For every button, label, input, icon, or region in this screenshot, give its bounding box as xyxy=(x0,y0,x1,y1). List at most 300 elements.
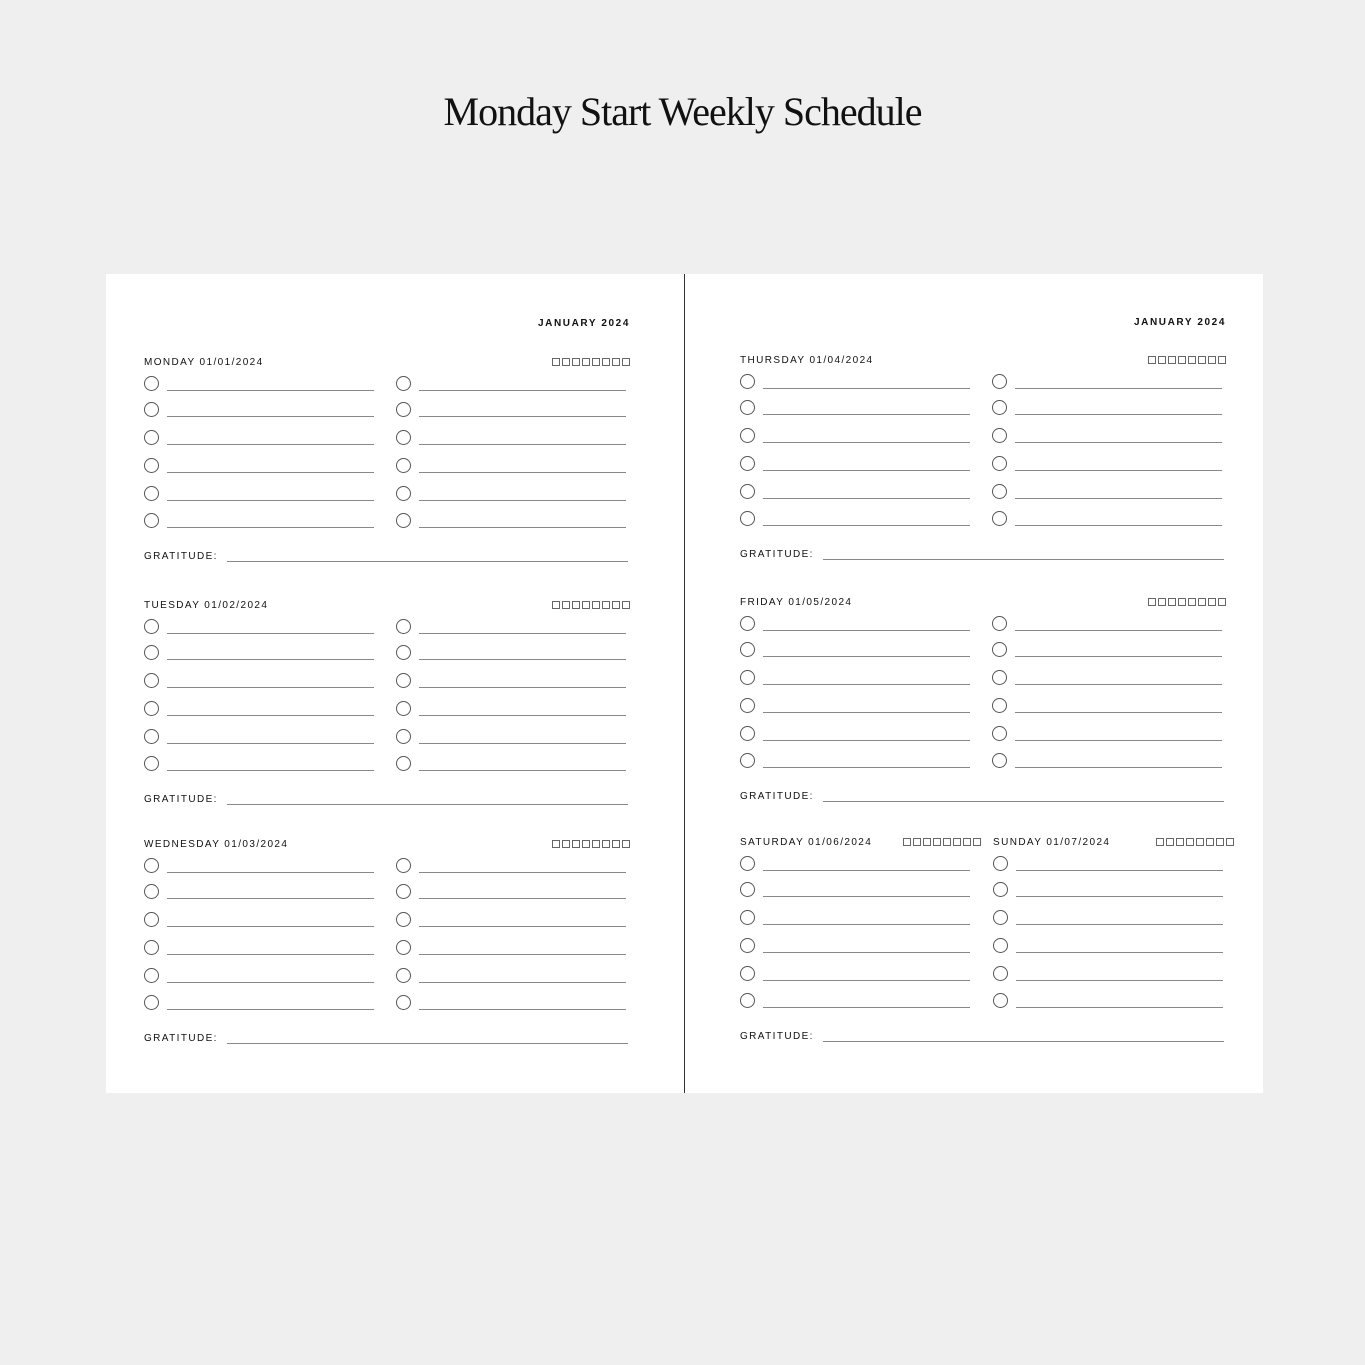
task-checkbox[interactable] xyxy=(144,701,159,716)
task-line[interactable] xyxy=(167,687,374,688)
task-checkbox[interactable] xyxy=(144,458,159,473)
task-checkbox[interactable] xyxy=(144,673,159,688)
tracker-checkbox[interactable] xyxy=(1216,838,1224,846)
day-title: SATURDAY 01/06/2024 xyxy=(740,837,873,848)
task-line[interactable] xyxy=(1015,442,1222,443)
task-line[interactable] xyxy=(1015,630,1222,631)
task-item xyxy=(396,376,628,394)
tracker-checkbox[interactable] xyxy=(1148,356,1156,364)
tracker-checkbox[interactable] xyxy=(592,840,600,848)
tracker-checkbox[interactable] xyxy=(552,601,560,609)
habit-tracker xyxy=(552,601,630,609)
day-title: FRIDAY 01/05/2024 xyxy=(740,597,853,608)
tracker-checkbox[interactable] xyxy=(1226,838,1234,846)
gratitude-row xyxy=(144,1033,630,1047)
task-checkbox[interactable] xyxy=(993,910,1008,925)
task-item xyxy=(144,912,376,930)
tracker-checkbox[interactable] xyxy=(602,840,610,848)
tracker-checkbox[interactable] xyxy=(1188,356,1196,364)
tracker-checkbox[interactable] xyxy=(582,601,590,609)
task-checkbox[interactable] xyxy=(144,513,159,528)
task-item xyxy=(144,858,376,876)
task-item xyxy=(144,756,376,774)
task-item xyxy=(396,458,628,476)
task-item xyxy=(396,858,628,876)
task-line[interactable] xyxy=(167,527,374,528)
task-checkbox[interactable] xyxy=(396,995,411,1010)
task-item xyxy=(396,912,628,930)
gratitude-label: GRATITUDE: xyxy=(740,1031,814,1042)
task-line[interactable] xyxy=(167,444,374,445)
task-checkbox[interactable] xyxy=(993,882,1008,897)
task-checkbox[interactable] xyxy=(992,753,1007,768)
task-item xyxy=(144,995,376,1013)
task-line[interactable] xyxy=(419,390,626,391)
task-line[interactable] xyxy=(1016,952,1223,953)
tracker-checkbox[interactable] xyxy=(1206,838,1214,846)
task-line[interactable] xyxy=(1016,980,1223,981)
task-line[interactable] xyxy=(1015,740,1222,741)
task-item xyxy=(992,456,1224,474)
task-item xyxy=(144,940,376,958)
tracker-checkbox[interactable] xyxy=(562,840,570,848)
tracker-checkbox[interactable] xyxy=(1166,838,1174,846)
task-checkbox[interactable] xyxy=(396,729,411,744)
task-line[interactable] xyxy=(419,472,626,473)
gratitude-row xyxy=(740,791,1226,805)
task-checkbox[interactable] xyxy=(144,858,159,873)
task-checkbox[interactable] xyxy=(740,400,755,415)
tracker-checkbox[interactable] xyxy=(963,838,971,846)
task-checkbox[interactable] xyxy=(396,619,411,634)
tracker-checkbox[interactable] xyxy=(1198,598,1206,606)
right-page xyxy=(740,274,1226,1093)
tracker-checkbox[interactable] xyxy=(572,840,580,848)
tracker-checkbox[interactable] xyxy=(1208,356,1216,364)
task-item xyxy=(992,484,1224,502)
task-item xyxy=(144,458,376,476)
tracker-checkbox[interactable] xyxy=(612,358,620,366)
gratitude-line[interactable] xyxy=(823,1041,1224,1042)
tracker-checkbox[interactable] xyxy=(1198,356,1206,364)
task-item xyxy=(740,616,972,634)
tracker-checkbox[interactable] xyxy=(622,358,630,366)
tracker-checkbox[interactable] xyxy=(622,601,630,609)
task-line[interactable] xyxy=(419,872,626,873)
task-item xyxy=(144,486,376,504)
task-line[interactable] xyxy=(763,525,970,526)
task-item xyxy=(396,995,628,1013)
task-line[interactable] xyxy=(763,712,970,713)
task-line[interactable] xyxy=(763,414,970,415)
tracker-checkbox[interactable] xyxy=(1176,838,1184,846)
task-line[interactable] xyxy=(419,1009,626,1010)
task-checkbox[interactable] xyxy=(144,729,159,744)
gratitude-row xyxy=(144,551,630,565)
task-checkbox[interactable] xyxy=(992,642,1007,657)
task-checkbox[interactable] xyxy=(396,376,411,391)
task-checkbox[interactable] xyxy=(992,374,1007,389)
task-checkbox[interactable] xyxy=(740,374,755,389)
task-item xyxy=(396,645,628,663)
task-line[interactable] xyxy=(167,954,374,955)
tracker-checkbox[interactable] xyxy=(1218,598,1226,606)
task-checkbox[interactable] xyxy=(396,486,411,501)
task-checkbox[interactable] xyxy=(144,645,159,660)
task-checkbox[interactable] xyxy=(144,402,159,417)
task-item xyxy=(144,645,376,663)
task-checkbox[interactable] xyxy=(396,458,411,473)
task-checkbox[interactable] xyxy=(740,910,755,925)
task-item xyxy=(993,993,1225,1011)
task-item xyxy=(144,402,376,420)
task-checkbox[interactable] xyxy=(993,856,1008,871)
task-item xyxy=(396,940,628,958)
task-line[interactable] xyxy=(419,954,626,955)
tracker-checkbox[interactable] xyxy=(552,840,560,848)
task-item xyxy=(992,511,1224,529)
task-checkbox[interactable] xyxy=(740,753,755,768)
tracker-checkbox[interactable] xyxy=(592,601,600,609)
task-checkbox[interactable] xyxy=(993,938,1008,953)
task-line[interactable] xyxy=(167,500,374,501)
left-page xyxy=(144,274,630,1093)
task-checkbox[interactable] xyxy=(396,968,411,983)
task-item xyxy=(992,753,1224,771)
task-line[interactable] xyxy=(1015,767,1222,768)
task-checkbox[interactable] xyxy=(740,616,755,631)
tracker-checkbox[interactable] xyxy=(923,838,931,846)
task-line[interactable] xyxy=(1016,896,1223,897)
gratitude-line[interactable] xyxy=(823,559,1224,560)
tracker-checkbox[interactable] xyxy=(1208,598,1216,606)
tracker-checkbox[interactable] xyxy=(1218,356,1226,364)
task-checkbox[interactable] xyxy=(740,726,755,741)
task-checkbox[interactable] xyxy=(144,995,159,1010)
task-item xyxy=(740,938,972,956)
day-title: MONDAY 01/01/2024 xyxy=(144,357,264,368)
task-checkbox[interactable] xyxy=(992,698,1007,713)
task-checkbox[interactable] xyxy=(740,642,755,657)
task-line[interactable] xyxy=(1015,470,1222,471)
day-title: THURSDAY 01/04/2024 xyxy=(740,355,874,366)
task-item xyxy=(144,673,376,691)
task-item xyxy=(396,402,628,420)
task-checkbox[interactable] xyxy=(740,428,755,443)
day-title: WEDNESDAY 01/03/2024 xyxy=(144,839,289,850)
task-checkbox[interactable] xyxy=(740,938,755,953)
task-line[interactable] xyxy=(763,1007,970,1008)
tracker-checkbox[interactable] xyxy=(1156,838,1164,846)
task-item xyxy=(396,756,628,774)
task-checkbox[interactable] xyxy=(992,670,1007,685)
gratitude-label: GRATITUDE: xyxy=(740,791,814,802)
task-item xyxy=(740,966,972,984)
task-line[interactable] xyxy=(419,687,626,688)
task-line[interactable] xyxy=(763,952,970,953)
task-line[interactable] xyxy=(1016,1007,1223,1008)
task-item xyxy=(740,882,972,900)
habit-tracker xyxy=(552,358,630,366)
task-line[interactable] xyxy=(763,656,970,657)
task-checkbox[interactable] xyxy=(740,966,755,981)
task-item xyxy=(396,486,628,504)
task-checkbox[interactable] xyxy=(992,428,1007,443)
task-checkbox[interactable] xyxy=(144,912,159,927)
tracker-checkbox[interactable] xyxy=(612,840,620,848)
task-item xyxy=(992,374,1224,392)
planner-spread xyxy=(106,274,1263,1093)
task-checkbox[interactable] xyxy=(992,400,1007,415)
task-item xyxy=(992,428,1224,446)
task-item xyxy=(740,670,972,688)
task-checkbox[interactable] xyxy=(740,484,755,499)
task-checkbox[interactable] xyxy=(992,726,1007,741)
tracker-checkbox[interactable] xyxy=(602,358,610,366)
task-line[interactable] xyxy=(763,630,970,631)
task-checkbox[interactable] xyxy=(740,882,755,897)
task-line[interactable] xyxy=(167,1009,374,1010)
task-line[interactable] xyxy=(763,980,970,981)
task-checkbox[interactable] xyxy=(740,670,755,685)
task-item xyxy=(993,966,1225,984)
task-line[interactable] xyxy=(1016,924,1223,925)
task-checkbox[interactable] xyxy=(396,884,411,899)
task-item xyxy=(396,619,628,637)
gratitude-label: GRATITUDE: xyxy=(144,794,218,805)
task-checkbox[interactable] xyxy=(740,698,755,713)
task-item xyxy=(740,910,972,928)
task-checkbox[interactable] xyxy=(144,486,159,501)
tracker-checkbox[interactable] xyxy=(933,838,941,846)
tracker-checkbox[interactable] xyxy=(582,840,590,848)
tracker-checkbox[interactable] xyxy=(562,358,570,366)
day-title: TUESDAY 01/02/2024 xyxy=(144,600,269,611)
task-checkbox[interactable] xyxy=(144,940,159,955)
task-line[interactable] xyxy=(167,416,374,417)
task-item xyxy=(396,430,628,448)
task-item xyxy=(144,884,376,902)
task-line[interactable] xyxy=(419,770,626,771)
tracker-checkbox[interactable] xyxy=(953,838,961,846)
tracker-checkbox[interactable] xyxy=(1168,598,1176,606)
task-line[interactable] xyxy=(167,659,374,660)
gratitude-row xyxy=(144,794,630,808)
tracker-checkbox[interactable] xyxy=(592,358,600,366)
task-line[interactable] xyxy=(763,870,970,871)
task-line[interactable] xyxy=(167,926,374,927)
task-checkbox[interactable] xyxy=(144,968,159,983)
task-checkbox[interactable] xyxy=(144,756,159,771)
task-line[interactable] xyxy=(1016,870,1223,871)
habit-tracker xyxy=(1148,356,1226,364)
habit-tracker xyxy=(903,838,981,846)
task-line[interactable] xyxy=(167,872,374,873)
tracker-checkbox[interactable] xyxy=(913,838,921,846)
task-line[interactable] xyxy=(763,442,970,443)
tracker-checkbox[interactable] xyxy=(612,601,620,609)
task-item xyxy=(396,729,628,747)
tracker-checkbox[interactable] xyxy=(572,601,580,609)
task-item xyxy=(144,513,376,531)
task-checkbox[interactable] xyxy=(144,619,159,634)
task-item xyxy=(993,938,1225,956)
tracker-checkbox[interactable] xyxy=(622,840,630,848)
task-checkbox[interactable] xyxy=(992,484,1007,499)
task-line[interactable] xyxy=(763,498,970,499)
task-item xyxy=(992,670,1224,688)
task-line[interactable] xyxy=(1015,414,1222,415)
page-title: Monday Start Weekly Schedule xyxy=(443,89,922,134)
task-item xyxy=(396,673,628,691)
task-checkbox[interactable] xyxy=(992,511,1007,526)
habit-tracker xyxy=(552,840,630,848)
task-item xyxy=(992,726,1224,744)
task-line[interactable] xyxy=(763,767,970,768)
gratitude-label: GRATITUDE: xyxy=(740,549,814,560)
task-item xyxy=(396,884,628,902)
task-item xyxy=(740,374,972,392)
tracker-checkbox[interactable] xyxy=(1186,838,1194,846)
tracker-checkbox[interactable] xyxy=(572,358,580,366)
task-item xyxy=(144,701,376,719)
tracker-checkbox[interactable] xyxy=(1148,598,1156,606)
task-line[interactable] xyxy=(1015,525,1222,526)
task-line[interactable] xyxy=(167,715,374,716)
task-line[interactable] xyxy=(763,924,970,925)
gratitude-line[interactable] xyxy=(227,561,628,562)
task-line[interactable] xyxy=(419,527,626,528)
task-line[interactable] xyxy=(167,770,374,771)
tracker-checkbox[interactable] xyxy=(582,358,590,366)
task-item xyxy=(740,753,972,771)
task-item xyxy=(740,642,972,660)
task-checkbox[interactable] xyxy=(396,645,411,660)
task-line[interactable] xyxy=(167,390,374,391)
task-line[interactable] xyxy=(419,633,626,634)
task-line[interactable] xyxy=(419,715,626,716)
task-line[interactable] xyxy=(1015,656,1222,657)
gratitude-label: GRATITUDE: xyxy=(144,1033,218,1044)
task-checkbox[interactable] xyxy=(396,701,411,716)
month-label-right: JANUARY 2024 xyxy=(1133,317,1226,328)
task-item xyxy=(396,701,628,719)
task-item xyxy=(144,376,376,394)
gratitude-label: GRATITUDE: xyxy=(144,551,218,562)
task-item xyxy=(993,856,1225,874)
day-title: SUNDAY 01/07/2024 xyxy=(993,837,1111,848)
task-item xyxy=(740,511,972,529)
tracker-checkbox[interactable] xyxy=(1158,356,1166,364)
tracker-checkbox[interactable] xyxy=(973,838,981,846)
gratitude-line[interactable] xyxy=(227,804,628,805)
task-checkbox[interactable] xyxy=(396,858,411,873)
task-line[interactable] xyxy=(1015,498,1222,499)
task-item xyxy=(992,616,1224,634)
task-item xyxy=(740,726,972,744)
task-checkbox[interactable] xyxy=(396,940,411,955)
task-checkbox[interactable] xyxy=(740,511,755,526)
task-item xyxy=(740,428,972,446)
tracker-checkbox[interactable] xyxy=(1158,598,1166,606)
tracker-checkbox[interactable] xyxy=(1178,598,1186,606)
task-checkbox[interactable] xyxy=(144,884,159,899)
gratitude-line[interactable] xyxy=(823,801,1224,802)
task-line[interactable] xyxy=(419,500,626,501)
tracker-checkbox[interactable] xyxy=(562,601,570,609)
tracker-checkbox[interactable] xyxy=(903,838,911,846)
task-item xyxy=(993,910,1225,928)
task-item xyxy=(740,993,972,1011)
tracker-checkbox[interactable] xyxy=(943,838,951,846)
task-checkbox[interactable] xyxy=(396,756,411,771)
task-item xyxy=(993,882,1225,900)
tracker-checkbox[interactable] xyxy=(1168,356,1176,364)
tracker-checkbox[interactable] xyxy=(1196,838,1204,846)
task-checkbox[interactable] xyxy=(396,402,411,417)
task-item xyxy=(740,456,972,474)
task-checkbox[interactable] xyxy=(396,430,411,445)
task-line[interactable] xyxy=(167,898,374,899)
gratitude-line[interactable] xyxy=(227,1043,628,1044)
task-checkbox[interactable] xyxy=(993,993,1008,1008)
task-line[interactable] xyxy=(167,472,374,473)
tracker-checkbox[interactable] xyxy=(602,601,610,609)
task-line[interactable] xyxy=(419,743,626,744)
task-item xyxy=(396,513,628,531)
task-line[interactable] xyxy=(419,659,626,660)
task-checkbox[interactable] xyxy=(740,856,755,871)
task-line[interactable] xyxy=(167,982,374,983)
task-line[interactable] xyxy=(167,743,374,744)
task-item xyxy=(992,642,1224,660)
task-checkbox[interactable] xyxy=(396,673,411,688)
task-line[interactable] xyxy=(1015,388,1222,389)
task-checkbox[interactable] xyxy=(740,993,755,1008)
task-line[interactable] xyxy=(419,898,626,899)
task-checkbox[interactable] xyxy=(396,912,411,927)
tracker-checkbox[interactable] xyxy=(552,358,560,366)
task-line[interactable] xyxy=(763,896,970,897)
task-line[interactable] xyxy=(763,684,970,685)
task-line[interactable] xyxy=(1015,684,1222,685)
task-checkbox[interactable] xyxy=(396,513,411,528)
task-line[interactable] xyxy=(167,633,374,634)
task-line[interactable] xyxy=(419,444,626,445)
task-line[interactable] xyxy=(763,470,970,471)
task-line[interactable] xyxy=(763,388,970,389)
spine-divider xyxy=(684,274,685,1093)
task-item xyxy=(144,968,376,986)
tracker-checkbox[interactable] xyxy=(1188,598,1196,606)
task-checkbox[interactable] xyxy=(993,966,1008,981)
task-checkbox[interactable] xyxy=(740,456,755,471)
tracker-checkbox[interactable] xyxy=(1178,356,1186,364)
task-line[interactable] xyxy=(419,982,626,983)
task-checkbox[interactable] xyxy=(144,376,159,391)
task-checkbox[interactable] xyxy=(992,616,1007,631)
task-checkbox[interactable] xyxy=(144,430,159,445)
task-line[interactable] xyxy=(1015,712,1222,713)
task-item xyxy=(740,484,972,502)
habit-tracker xyxy=(1148,598,1226,606)
task-line[interactable] xyxy=(763,740,970,741)
task-line[interactable] xyxy=(419,926,626,927)
task-line[interactable] xyxy=(419,416,626,417)
month-label-left: JANUARY 2024 xyxy=(537,318,630,329)
task-item xyxy=(740,856,972,874)
task-checkbox[interactable] xyxy=(992,456,1007,471)
